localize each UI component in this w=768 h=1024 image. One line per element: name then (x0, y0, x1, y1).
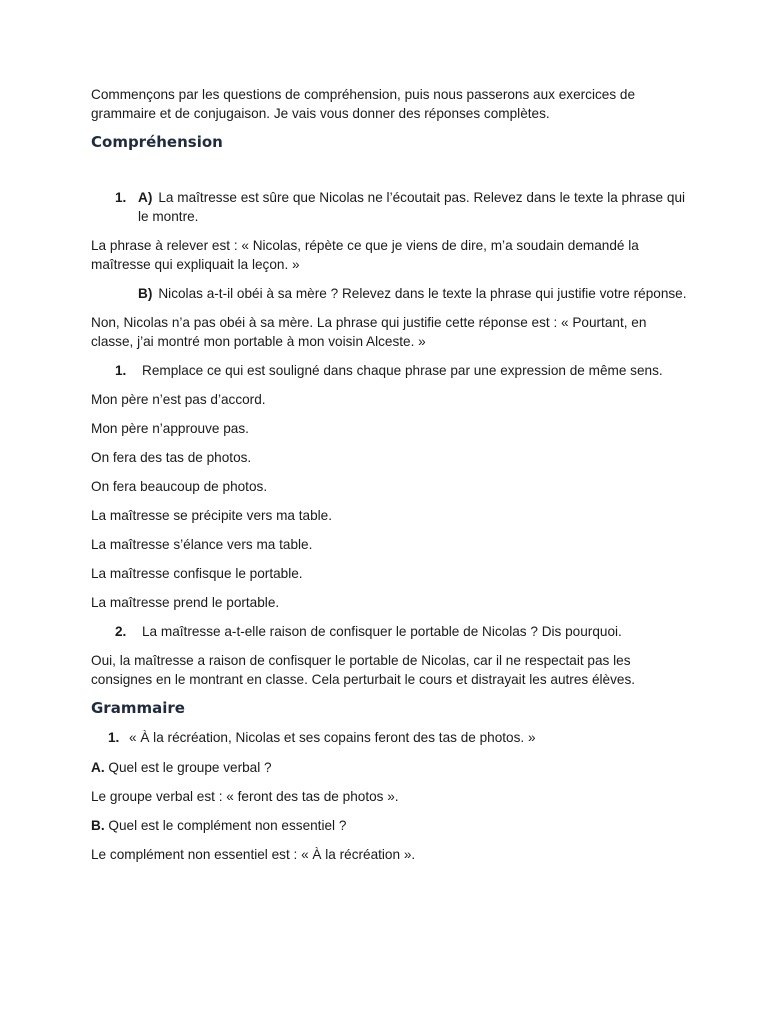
intro-paragraph: Commençons par les questions de compréhension, puis nous passerons aux exercices de grammaire et de conjugaison. Je vais vous donner des réponses complètes. (91, 87, 636, 121)
question-2 (91, 622, 691, 641)
question-replace (91, 361, 691, 380)
question-text: Remplace ce qui est souligné dans chaque phrase par une expression de même sens. (142, 363, 663, 378)
question-1a (91, 188, 691, 226)
question-text: La maîtresse a-t-elle raison de confisquer le portable de Nicolas ? Dis pourquoi. (142, 624, 622, 639)
answer-1a: La phrase à relever est : « Nicolas, répète ce que je viens de dire, m’a soudain demandé la maîtresse qui expliquait la leçon. » (91, 238, 639, 272)
document-page (91, 85, 691, 874)
question-label: B. (91, 818, 105, 833)
question-number: 2. (115, 624, 127, 639)
question-number: 1. (115, 190, 127, 205)
sentence-line: Mon père n’approuve pas. (91, 421, 249, 436)
section-heading-grammaire: Grammaire (91, 699, 185, 717)
section-heading-comprehension: Compréhension (91, 133, 223, 151)
question-letter: B) (138, 286, 153, 301)
question-text: Quel est le complément non essentiel ? (108, 818, 347, 833)
grammar-answer-b: Le complément non essentiel est : « À la récréation ». (91, 847, 416, 862)
question-number: 1. (115, 363, 127, 378)
sentence-line: La maîtresse s’élance vers ma table. (91, 537, 313, 552)
sentence-line: On fera des tas de photos. (91, 450, 252, 465)
question-text: Nicolas a-t-il obéi à sa mère ? Relevez dans le texte la phrase qui justifie votre réponse. (158, 286, 687, 301)
question-text: Quel est le groupe verbal ? (108, 760, 272, 775)
sentence-line: La maîtresse confisque le portable. (91, 566, 303, 581)
grammar-question-a (91, 758, 691, 777)
grammar-answer-a: Le groupe verbal est : « feront des tas de photos ». (91, 789, 399, 804)
question-1b (91, 284, 691, 303)
question-label: A. (91, 760, 105, 775)
grammar-question-1 (91, 728, 691, 747)
question-number: 1. (108, 730, 120, 745)
sentence-line: On fera beaucoup de photos. (91, 479, 268, 494)
sentence-line: La maîtresse prend le portable. (91, 595, 280, 610)
answer-1b: Non, Nicolas n’a pas obéi à sa mère. La phrase qui justifie cette réponse est : « Pourtant, en classe, j’ai montré mon portable à mon voisin Alceste. » (91, 315, 647, 349)
grammar-question-b (91, 816, 691, 835)
answer-2: Oui, la maîtresse a raison de confisquer le portable de Nicolas, car il ne respectait pas les consignes en le montrant en classe. Cela perturbait le cours et distrayait les autres élèves. (91, 653, 636, 687)
question-text: La maîtresse est sûre que Nicolas ne l’écoutait pas. Relevez dans le texte la phrase qui le montre. (138, 190, 686, 224)
question-letter: A) (138, 190, 153, 205)
question-text: « À la récréation, Nicolas et ses copains feront des tas de photos. » (129, 730, 536, 745)
sentence-line: Mon père n’est pas d’accord. (91, 392, 266, 407)
sentence-line: La maîtresse se précipite vers ma table. (91, 508, 333, 523)
